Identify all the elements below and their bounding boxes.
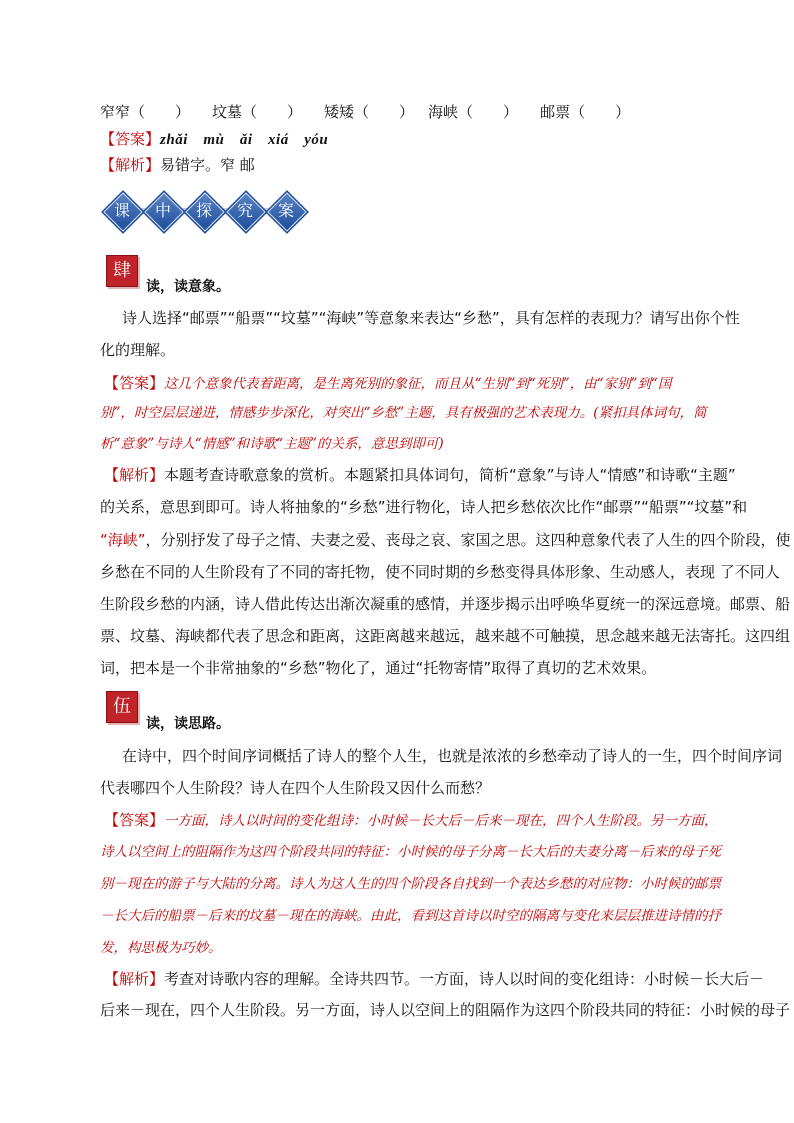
banner-diamond <box>186 193 222 229</box>
banner-diamond <box>104 193 140 229</box>
answer-text: 析“意象”与诗人“情感”和诗歌“主题”的关系，意思到即可) <box>100 436 444 452</box>
section-seal <box>106 255 138 287</box>
banner-diamond <box>268 193 304 229</box>
question-text: 化的理解。 <box>100 341 176 359</box>
answer-text: 发，构思极为巧妙。 <box>100 940 222 956</box>
analysis-label: 【解析】 <box>104 970 165 988</box>
word-item: 矮矮（ ） <box>324 103 415 121</box>
answer-text: －长大后的船票－后来的坟墓－现在的海峡。由此，看到这首诗以时空的隔离与变化来层层推进诗情的抒 <box>100 908 721 924</box>
question-row <box>100 102 630 122</box>
banner-diamond <box>227 193 263 229</box>
analysis-text: 【解析】考查对诗歌内容的理解。全诗共四节。一方面，诗人以时间的变化组诗：小时候－长大后－ <box>104 970 765 988</box>
banner-char: 课 <box>113 201 130 220</box>
word-item: 海峡（ ） <box>428 103 519 121</box>
answer-text: 别”，时空层层递进，情感步步深化，对突出“乡愁”主题，具有极强的艺术表现力。(紧扣具体词句，简 <box>100 405 707 421</box>
answer-label: 【答案】 <box>100 130 161 148</box>
analysis-text: 易错字。窄 邮 <box>160 156 255 174</box>
section-seal <box>106 691 138 723</box>
answer-text: 【答案】这几个意象代表着距离，是生离死别的象征，而且从“生别”到“死别”，由“家别”到“国 <box>104 374 672 392</box>
section-title: 读，读意象。 <box>146 279 230 295</box>
banner-char: 探 <box>195 201 212 220</box>
analysis-line <box>100 155 255 175</box>
banner-char: 究 <box>236 201 253 220</box>
seal-char: 肆 <box>113 260 131 281</box>
analysis-label: 【解析】 <box>100 156 161 174</box>
question-text: 在诗中，四个时间序词概括了诗人的整个人生，也就是浓浓的乡愁牵动了诗人的一生，四个时间序词 <box>122 747 783 765</box>
analysis-text: 生阶段乡愁的内涵，诗人借此传达出渐次凝重的感情，并逐步揭示出呼唤华夏统一的深远意境。邮票、船 <box>100 595 791 613</box>
banner-diamond <box>145 193 181 229</box>
word-item: 邮票（ ） <box>540 103 631 121</box>
answer-text: 别－现在的游子与大陆的分离。诗人为这人生的四个阶段各自找到一个表达乡愁的对应物：小时候的邮票 <box>100 876 721 892</box>
answer-label: 【答案】 <box>104 374 165 392</box>
section-title: 读，读思路。 <box>146 716 230 732</box>
banner-char: 中 <box>154 201 171 220</box>
word-item: 坟墓（ ） <box>212 103 303 121</box>
section-banner <box>104 193 306 229</box>
answer-text: 【答案】一方面，诗人以时间的变化组诗：小时候－长大后－后来－现在，四个人生阶段。另一方面， <box>104 811 718 829</box>
analysis-text: “海峡”，分别抒发了母子之情、夫妻之爱、丧母之哀、家国之思。这四种意象代表了人生的四个阶段，使 <box>100 531 791 549</box>
answer-label: 【答案】 <box>104 811 165 829</box>
question-text: 诗人选择“邮票”“船票”“坟墓”“海峡”等意象来表达“乡愁”，具有怎样的表现力？请写出你个性 <box>122 309 740 327</box>
seal-char: 伍 <box>113 696 131 717</box>
answer-text: 诗人以空间上的阻隔作为这四个阶段共同的特征：小时候的母子分离－长大后的夫妻分离－后来的母子死 <box>100 844 721 860</box>
answer-line <box>100 129 328 150</box>
pinyin-answer: zhǎi mù ǎi xiá yóu <box>160 132 329 148</box>
analysis-label: 【解析】 <box>104 466 165 484</box>
analysis-text: 后来－现在，四个人生阶段。另一方面，诗人以空间上的阻隔作为这四个阶段共同的特征：小时候的母子 <box>100 1001 791 1019</box>
analysis-text: 词，把本是一个非常抽象的“乡愁”物化了，通过“托物寄情”取得了真切的艺术效果。 <box>100 659 657 677</box>
banner-char: 案 <box>277 201 294 220</box>
analysis-text: 的关系，意思到即可。诗人将抽象的“乡愁”进行物化，诗人把乡愁依次比作“邮票”“船票”“坟墓”和 <box>100 498 748 516</box>
question-text: 代表哪四个人生阶段？诗人在四个人生阶段又因什么而愁？ <box>100 779 491 797</box>
analysis-text: 票、坟墓、海峡都代表了思念和距离，这距离越来越远，越来越不可触摸，思念越来越无法寄托。这四组 <box>100 627 791 645</box>
word-item: 窄窄（ ） <box>100 103 191 121</box>
analysis-text: 乡愁在不同的人生阶段有了不同的寄托物，使不同时期的乡愁变得具体形象、生动感人，表现 了不同人 <box>100 563 780 581</box>
analysis-text: 【解析】本题考查诗歌意象的赏析。本题紧扣具体词句，简析“意象”与诗人“情感”和诗歌“主题” <box>104 466 736 484</box>
